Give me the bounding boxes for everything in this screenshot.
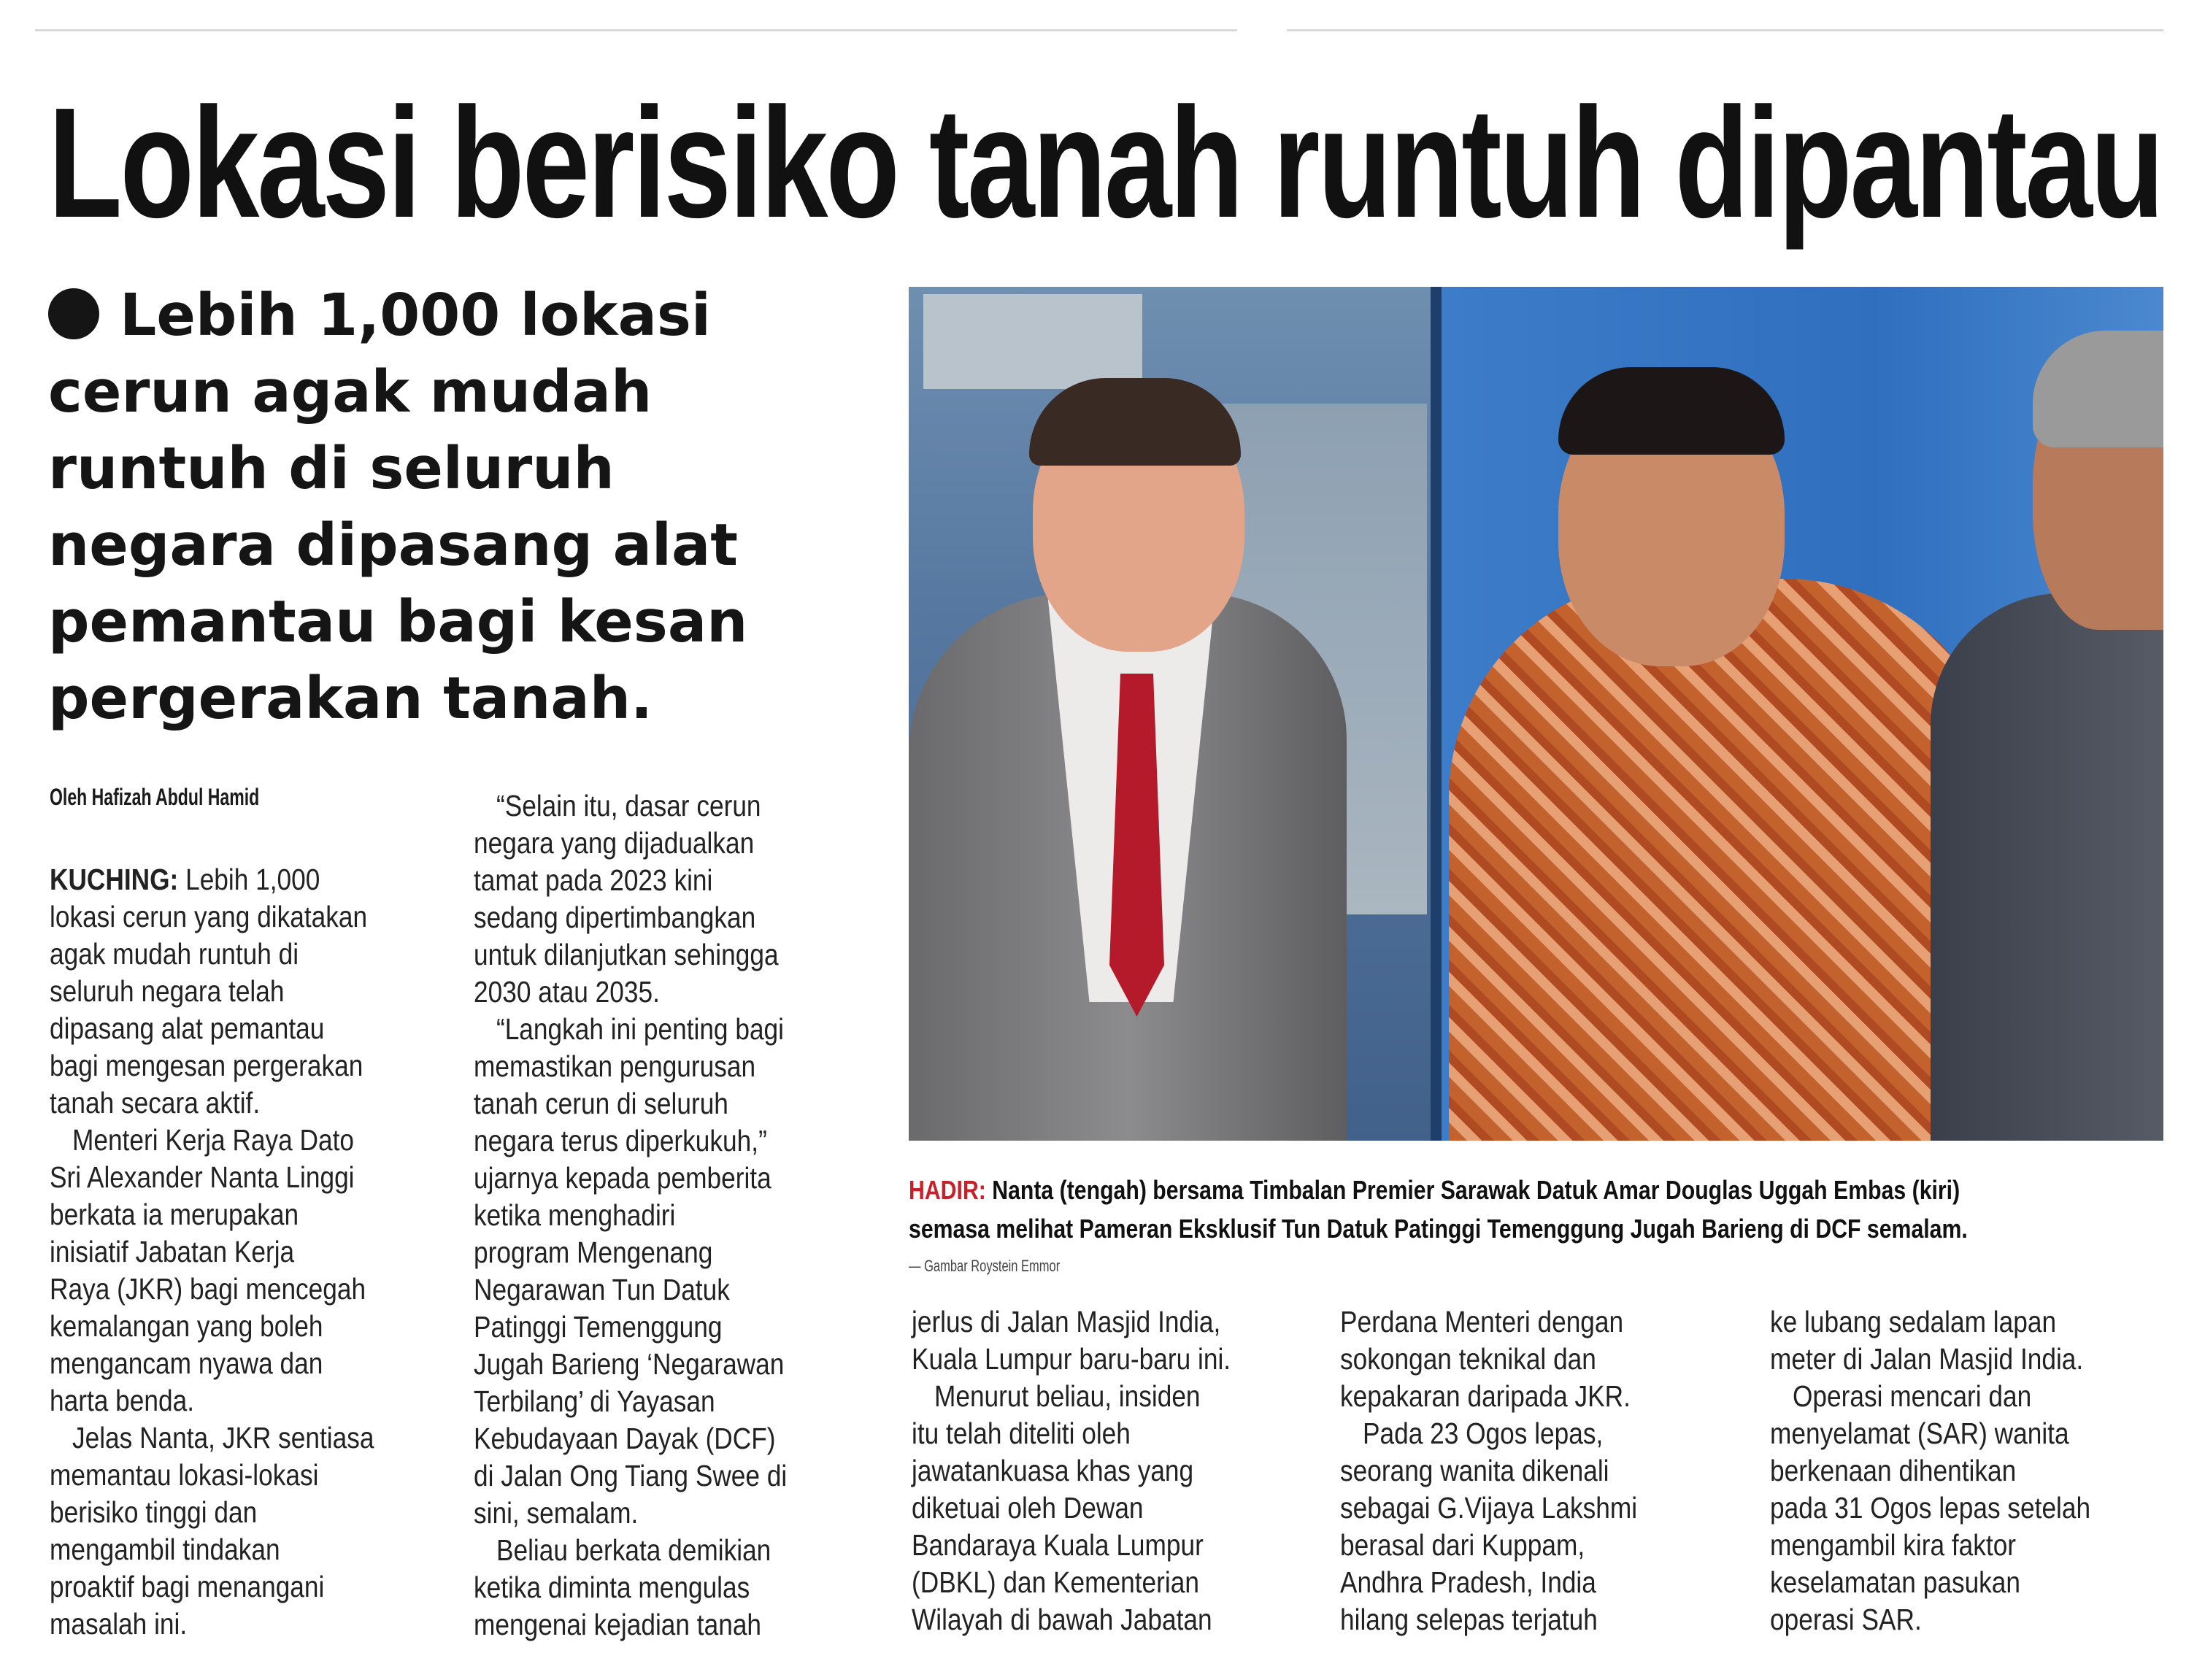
subheadline [48, 277, 851, 737]
subhead-line [48, 277, 851, 354]
article-line: Terbilang’ di Yayasan [474, 1384, 715, 1418]
article-line: dipasang alat pemantau [50, 1012, 325, 1045]
article-line: sebagai G.Vijaya Lakshmi [1340, 1491, 1638, 1525]
article-line: kepakaran daripada JKR. [1340, 1379, 1631, 1413]
article-line: meter di Jalan Masjid India. [1770, 1342, 2084, 1376]
article-line: Kebudayaan Dayak (DCF) [474, 1422, 776, 1455]
article-line: Patinggi Temenggung [474, 1310, 723, 1344]
article-column-4 [1340, 1303, 1685, 1638]
article-line: Raya (JKR) bagi mencegah [50, 1272, 366, 1306]
subhead-line: pemantau bagi kesan [48, 588, 748, 655]
article-line: negara yang dijadualkan [474, 826, 755, 860]
article-line: (DBKL) dan Kementerian [912, 1565, 1199, 1599]
photo-caption [909, 1171, 2169, 1248]
article-line: untuk dilanjutkan sehingga [474, 938, 779, 971]
headline: Lokasi berisiko tanah runtuh dipantau [48, 74, 2163, 250]
article-line: memastikan pengurusan [474, 1049, 756, 1083]
article-line: Menteri Kerja Raya Dato [72, 1123, 355, 1157]
exhibit-photo [923, 294, 1142, 389]
article-line: Sri Alexander Nanta Linggi [50, 1160, 355, 1194]
article-line: berasal dari Kuppam, [1340, 1528, 1585, 1562]
article-line: itu telah diteliti oleh [912, 1417, 1131, 1450]
article-line: Kuala Lumpur baru-baru ini. [912, 1342, 1231, 1376]
article-line: sedang dipertimbangkan [474, 901, 756, 934]
article-line: Menurut beliau, insiden [934, 1379, 1201, 1413]
article-line: program Mengenang [474, 1236, 713, 1269]
article-line: sokongan teknikal dan [1340, 1342, 1596, 1376]
article-line: “Selain itu, dasar cerun [496, 789, 761, 822]
article-line: mengancam nyawa dan [50, 1346, 323, 1380]
article-line: keselamatan pasukan [1770, 1565, 2021, 1599]
article-line: Wilayah di bawah Jabatan [912, 1603, 1212, 1636]
article-line: harta benda. [50, 1384, 195, 1417]
dateline: KUCHING: [50, 863, 179, 896]
byline: Oleh Hafizah Abdul Hamid [50, 784, 260, 810]
article-line: tanah secara aktif. [50, 1086, 261, 1120]
subhead-line: runtuh di seluruh [48, 435, 615, 502]
article-line: Andhra Pradesh, India [1340, 1565, 1596, 1599]
article-line: tanah cerun di seluruh [474, 1087, 728, 1120]
article-line: masalah ini. [50, 1607, 188, 1641]
article-line: proaktif bagi menangani [50, 1570, 325, 1603]
subhead-text: Lebih 1,000 lokasi [120, 282, 711, 349]
news-photo [909, 287, 2163, 1141]
caption-label: HADIR: [909, 1175, 986, 1205]
top-rule-left [35, 29, 1237, 31]
article-line: mengambil kira faktor [1770, 1528, 2017, 1562]
article-line: Operasi mencari dan [1792, 1379, 2032, 1413]
article-line: jerlus di Jalan Masjid India, [912, 1305, 1221, 1338]
article-line: agak mudah runtuh di [50, 937, 299, 971]
article-line: memantau lokasi-lokasi [50, 1458, 319, 1492]
subhead-line: cerun agak mudah [48, 358, 653, 425]
person-right-suit [1931, 593, 2163, 1141]
article-line: Beliau berkata demikian [496, 1533, 771, 1567]
article-line: ujarnya kepada pemberita [474, 1161, 771, 1195]
article-line: 2030 atau 2035. [474, 975, 660, 1009]
article-column-3 [912, 1303, 1282, 1638]
article-line: kemalangan yang boleh [50, 1309, 323, 1343]
article-line: tamat pada 2023 kini [474, 863, 713, 897]
article-line: ketika diminta mengulas [474, 1571, 750, 1604]
article-line: Perdana Menteri dengan [1340, 1305, 1624, 1338]
bullet-icon [48, 288, 99, 339]
article-line: inisiatif Jabatan Kerja [50, 1235, 295, 1268]
article-line [50, 861, 374, 898]
article-line: Bandaraya Kuala Lumpur [912, 1528, 1204, 1562]
article-line: Jelas Nanta, JKR sentiasa [72, 1421, 374, 1454]
article-line: “Langkah ini penting bagi [496, 1012, 785, 1046]
article-line: ke lubang sedalam lapan [1770, 1305, 2057, 1338]
article-line: operasi SAR. [1770, 1603, 1922, 1636]
caption-text: Nanta (tengah) bersama Timbalan Premier Sarawak Datuk Amar Douglas Uggah Embas (kiri) [985, 1175, 1960, 1205]
panel-divider [1431, 287, 1442, 1141]
article-line: Negarawan Tun Datuk [474, 1273, 730, 1306]
article-line: diketuai oleh Dewan [912, 1491, 1144, 1525]
person-middle-batik-shirt [1449, 579, 2004, 1141]
article-line: berisiko tinggi dan [50, 1495, 258, 1529]
article-line: seluruh negara telah [50, 974, 285, 1008]
article-line: berkata ia merupakan [50, 1198, 299, 1231]
article-line: pada 31 Ogos lepas setelah [1770, 1491, 2091, 1525]
article-column-1 [50, 861, 427, 1643]
article-line: di Jalan Ong Tiang Swee di [474, 1459, 788, 1492]
article-line: Jugah Barieng ‘Negarawan [474, 1347, 785, 1381]
article-line: jawatankuasa khas yang [912, 1454, 1194, 1487]
article-column-2 [474, 787, 838, 1644]
article-column-5 [1770, 1303, 2143, 1638]
article-line: seorang wanita dikenali [1340, 1454, 1609, 1487]
article-line: bagi mengesan pergerakan [50, 1049, 363, 1082]
caption-line: semasa melihat Pameran Eksklusif Tun Datuk Patinggi Temenggung Jugah Barieng di DCF semalam. [909, 1214, 1968, 1244]
article-line: hilang selepas terjatuh [1340, 1603, 1598, 1636]
article-line: sini, semalam. [474, 1496, 639, 1530]
article-line: ketika menghadiri [474, 1198, 676, 1232]
article-line: mengenai kejadian tanah [474, 1608, 762, 1641]
top-rule-right [1287, 29, 2163, 31]
photo-credit: — Gambar Roystein Emmor [909, 1257, 1061, 1275]
article-line: lokasi cerun yang dikatakan [50, 900, 368, 933]
article-text: Lebih 1,000 [178, 863, 320, 896]
caption-line [909, 1171, 1968, 1209]
person-middle-hair [1558, 367, 1785, 455]
article-line: negara terus diperkukuh,” [474, 1124, 767, 1157]
article-line: menyelamat (SAR) wanita [1770, 1417, 2069, 1450]
subhead-line: pergerakan tanah. [48, 665, 653, 732]
article-line: Pada 23 Ogos lepas, [1362, 1417, 1604, 1450]
article-line: berkenaan dihentikan [1770, 1454, 2017, 1487]
subhead-line: negara dipasang alat [48, 512, 739, 579]
article-line: mengambil tindakan [50, 1533, 280, 1566]
